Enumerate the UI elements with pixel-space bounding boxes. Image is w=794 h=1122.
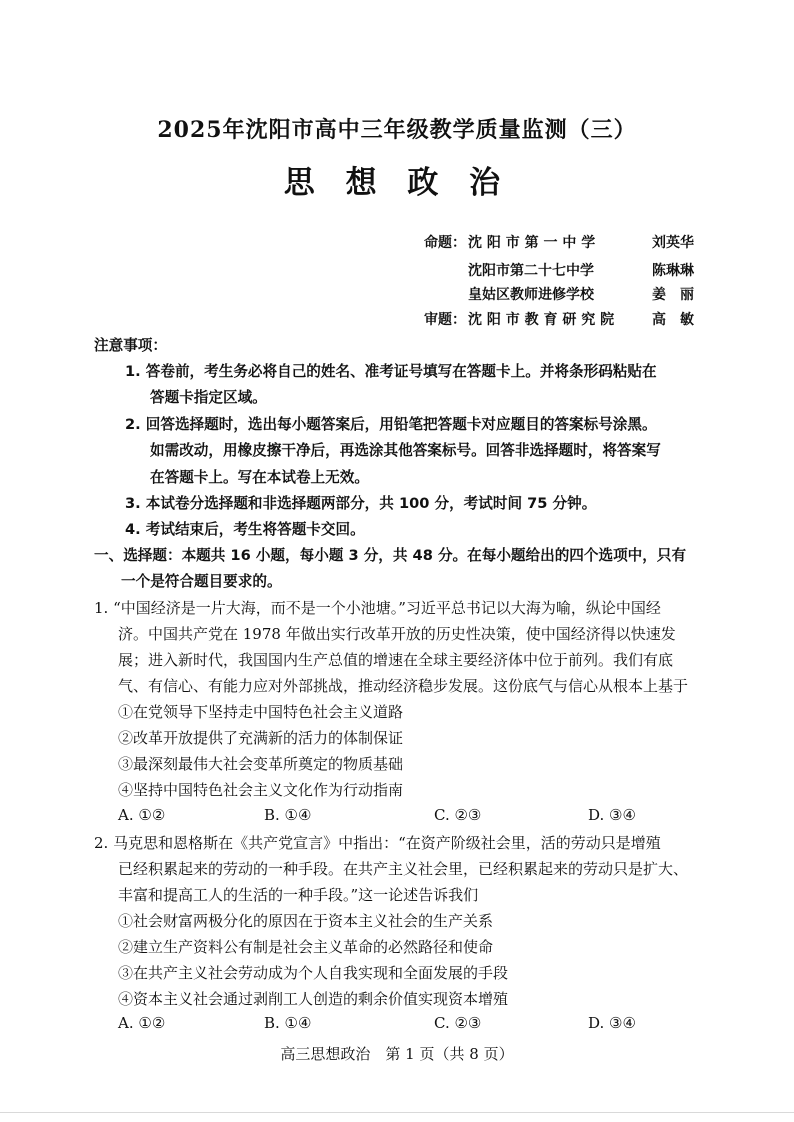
option-d[interactable]: D. ③④ [588, 1014, 636, 1032]
question-item: ②建立生产资料公有制是社会主义革命的必然路径和使命 [118, 938, 494, 956]
question-item: ④坚持中国特色社会主义文化作为行动指南 [118, 781, 404, 799]
credit-org: 沈 阳 市 第 一 中 学 [468, 235, 596, 251]
credit-name: 陈琳琳 [652, 263, 694, 279]
mingti-label: 命题： [424, 235, 466, 251]
credit-name: 刘英华 [652, 235, 694, 251]
option-a[interactable]: A. ①② [118, 806, 166, 824]
shenti-label: 审题： [424, 312, 466, 328]
page-footer: 高三思想政治 第 1 页（共 8 页） [280, 1045, 514, 1063]
notice-line: 2. 回答选择题时，选出每小题答案后，用铅笔把答题卡对应题目的答案标号涂黑。 [125, 416, 657, 433]
question-text: 气、有信心、有能力应对外部挑战，推动经济稳步发展。这份底气与信心从根本上基于 [118, 677, 689, 695]
question-text: 济。中国共产党在 1978 年做出实行改革开放的历史性决策，使中国经济得以快速发 [118, 625, 676, 643]
option-b[interactable]: B. ①④ [264, 806, 312, 824]
question-item: ③在共产主义社会劳动成为个人自我实现和全面发展的手段 [118, 964, 509, 982]
question-item: ③最深刻最伟大社会变革所奠定的物质基础 [118, 755, 404, 773]
notice-line: 1. 答卷前，考生务必将自己的姓名、准考证号填写在答题卡上。并将条形码粘贴在 [125, 363, 657, 380]
option-d[interactable]: D. ③④ [588, 806, 636, 824]
notice-line: 如需改动，用橡皮擦干净后，再选涂其他答案标号。回答非选择题时，将答案写 [150, 442, 661, 459]
question-item: ②改革开放提供了充满新的活力的体制保证 [118, 729, 404, 747]
credit-org: 沈 阳 市 教 育 研 究 院 [468, 312, 615, 328]
question-item: ④资本主义社会通过剥削工人创造的剩余价值实现资本增殖 [118, 990, 509, 1008]
exam-title: 2025年沈阳市高中三年级教学质量监测（三） [157, 117, 637, 143]
notice-line: 答题卡指定区域。 [150, 389, 267, 406]
question-text: 丰富和提高工人的生活的一种手段。”这一论述告诉我们 [118, 886, 479, 904]
exam-subject: 思 想 政 治 [283, 165, 511, 201]
option-c[interactable]: C. ②③ [434, 1014, 482, 1032]
section-heading: 一个是符合题目要求的。 [121, 573, 282, 590]
notice-line: 3. 本试卷分选择题和非选择题两部分，共 100 分，考试时间 75 分钟。 [125, 495, 597, 512]
option-a[interactable]: A. ①② [118, 1014, 166, 1032]
question-text: 2. 马克思和恩格斯在《共产党宣言》中指出：“在资产阶级社会里，活的劳动只是增殖 [94, 834, 661, 852]
notice-heading: 注意事项： [94, 337, 167, 354]
notice-line: 在答题卡上。写在本试卷上无效。 [150, 469, 369, 486]
section-heading: 一、选择题：本题共 16 小题，每小题 3 分，共 48 分。在每小题给出的四个选项中，只有 [94, 547, 687, 564]
question-item: ①社会财富两极分化的原因在于资本主义社会的生产关系 [118, 912, 494, 930]
question-item: ①在党领导下坚持走中国特色社会主义道路 [118, 703, 404, 721]
option-c[interactable]: C. ②③ [434, 806, 482, 824]
question-text: 展；进入新时代，我国国内生产总值的增速在全球主要经济体中位于前列。我们有底 [118, 651, 674, 669]
bottom-divider [0, 1112, 794, 1113]
option-b[interactable]: B. ①④ [264, 1014, 312, 1032]
notice-line: 4. 考试结束后，考生将答题卡交回。 [125, 521, 365, 538]
credit-name: 姜 丽 [652, 287, 694, 303]
question-text: 已经积累起来的劳动的一种手段。在共产主义社会里，已经积累起来的劳动只是扩大、 [118, 860, 689, 878]
credit-org: 沈阳市第二十七中学 [468, 263, 594, 279]
credit-name: 高 敏 [652, 312, 694, 328]
question-text: 1. “中国经济是一片大海，而不是一个小池塘。”习近平总书记以大海为喻，纵论中国经 [94, 599, 661, 617]
credit-org: 皇姑区教师进修学校 [468, 287, 594, 303]
